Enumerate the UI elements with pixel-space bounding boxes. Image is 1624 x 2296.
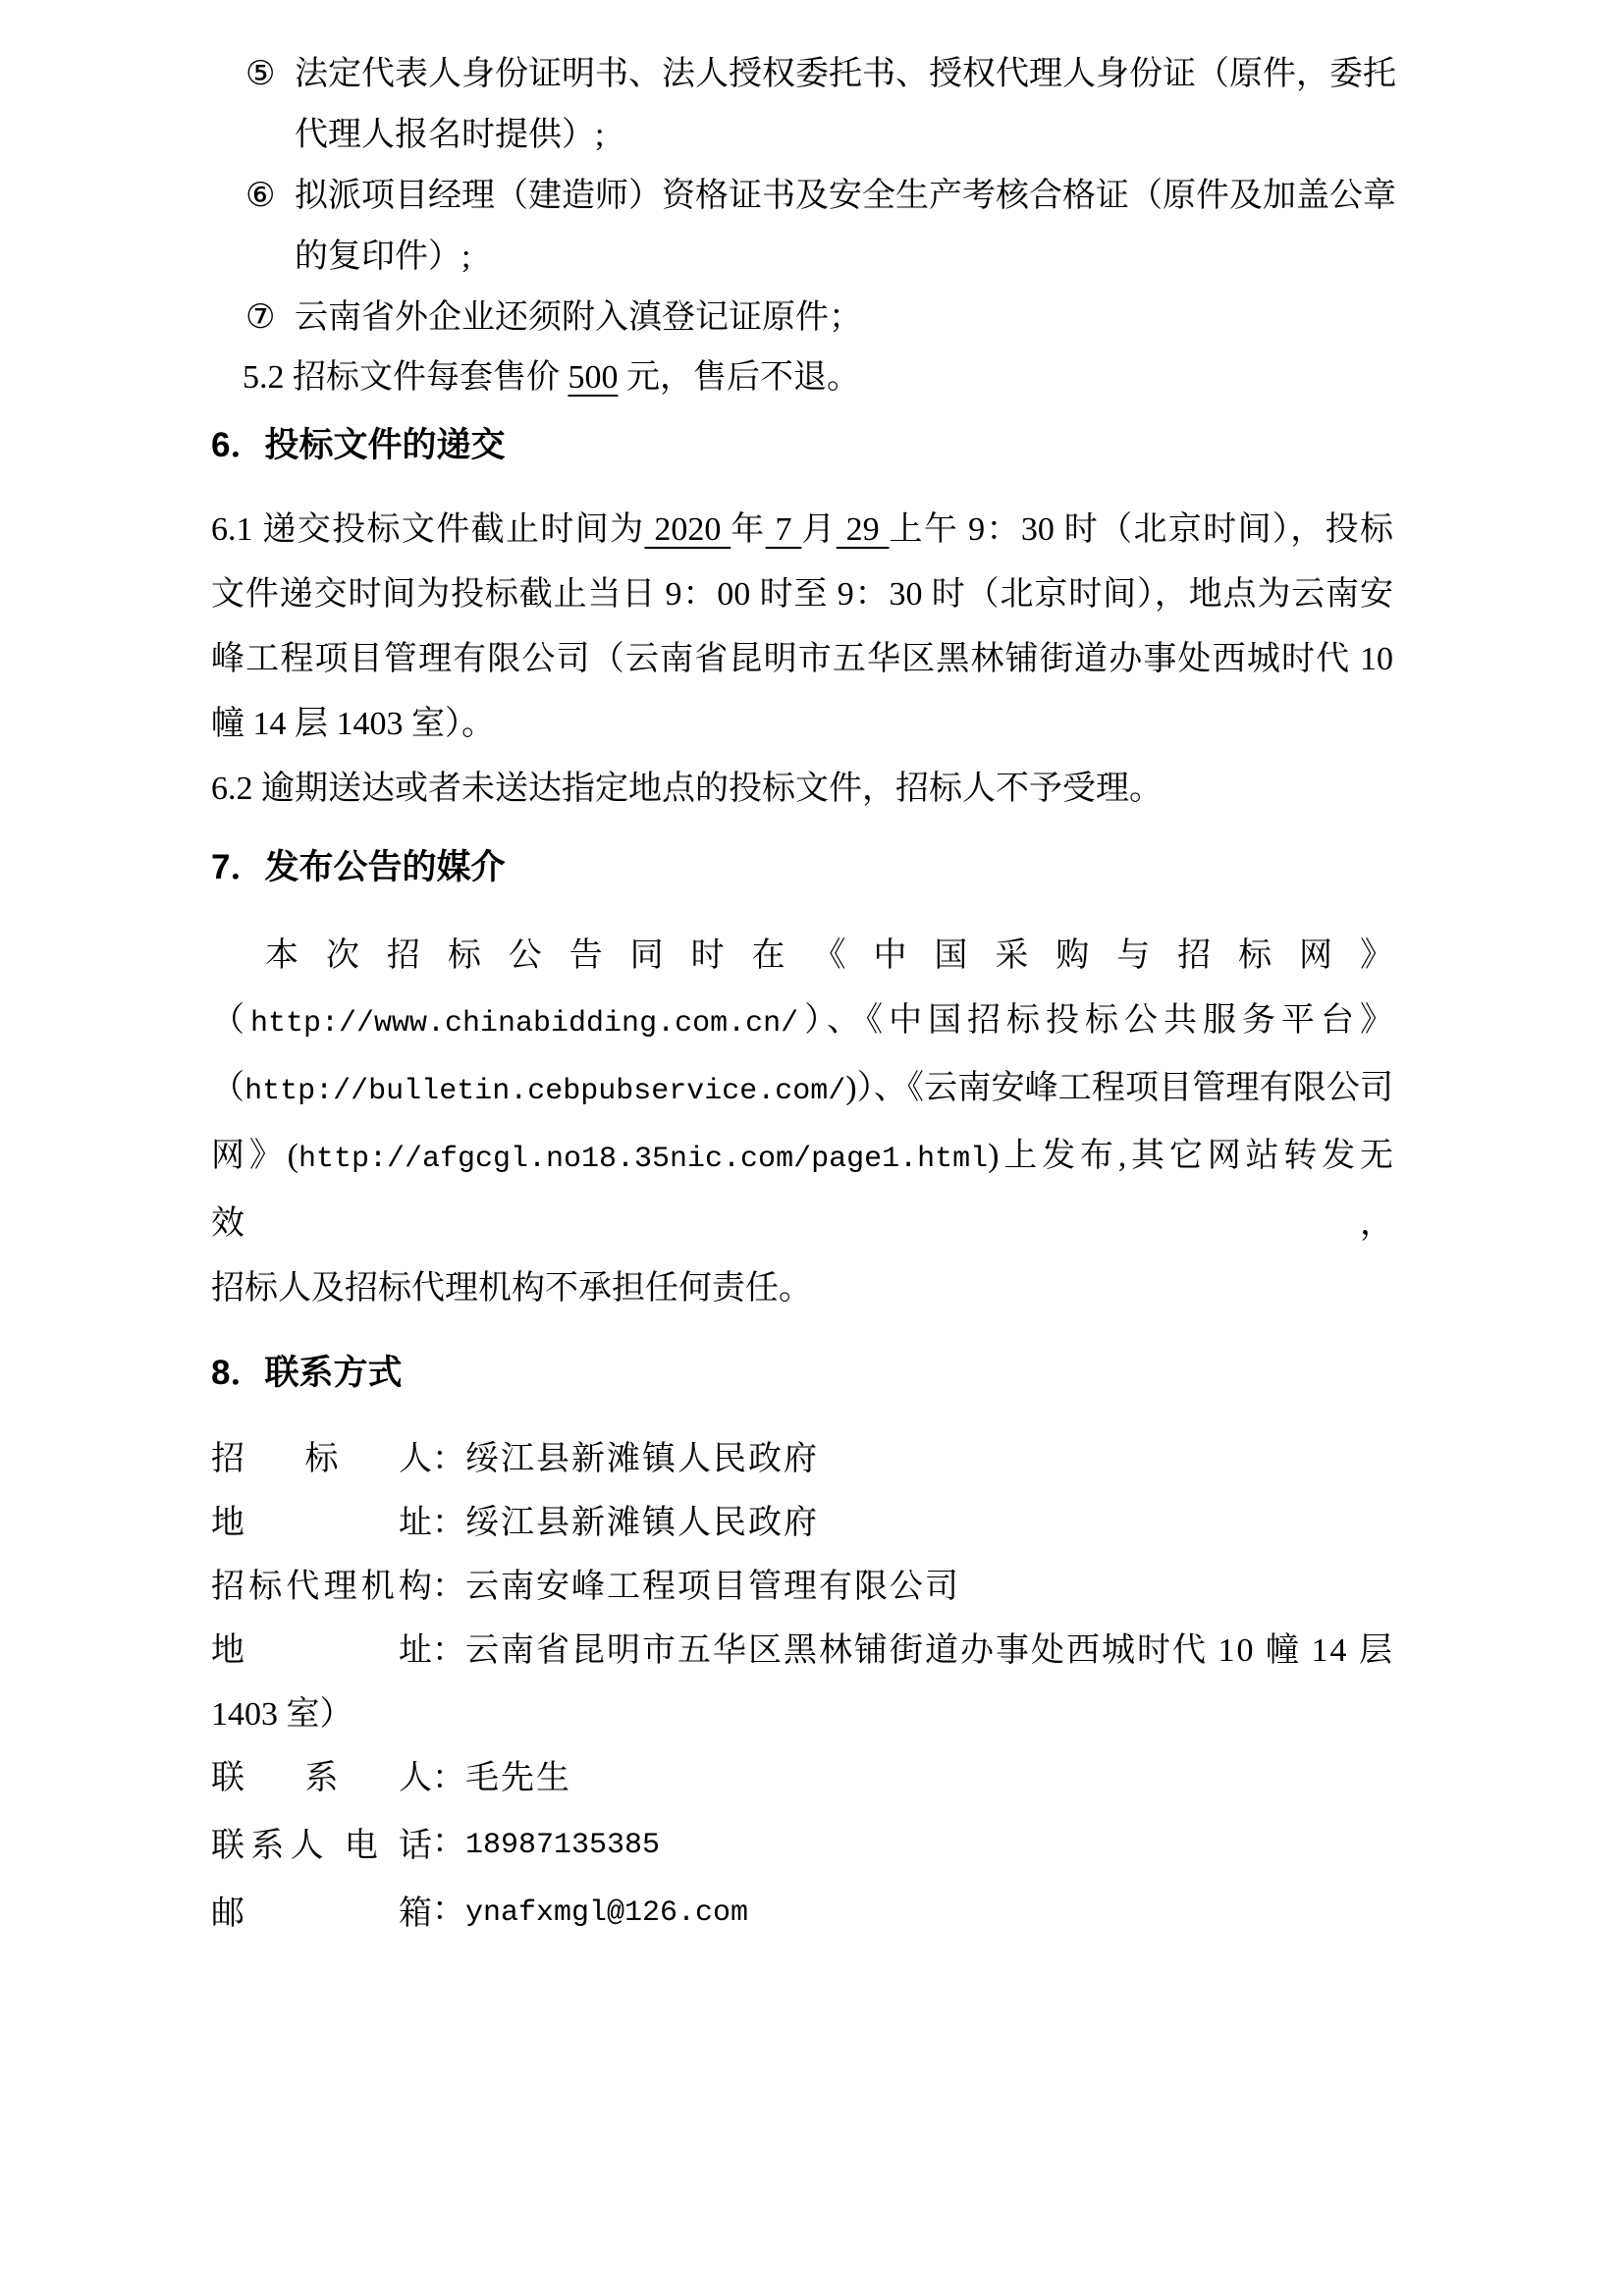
section-8-heading: 8．联系方式 xyxy=(211,1354,403,1392)
contact-row-phone xyxy=(211,1810,1393,1878)
text-segment: 元，售后不退。 xyxy=(618,359,860,396)
paragraph-7-line xyxy=(211,1124,1393,1256)
text-segment: 网》( xyxy=(211,1138,298,1174)
underlined-value: 7 xyxy=(765,511,802,548)
paragraph-6-1 xyxy=(211,498,1393,757)
contact-label: 招标人 xyxy=(211,1441,432,1477)
list-item-7-text xyxy=(295,288,1393,348)
contact-value: 云南省昆明市五华区黑林铺街道办事处西城时代 10 幢 14 层 xyxy=(465,1632,1394,1669)
list-item-line: 云南省外企业还须附入滇登记证原件； xyxy=(295,299,862,336)
contact-value: 毛先生 xyxy=(465,1760,571,1796)
circled-number-6: ⑥ xyxy=(245,178,276,214)
text-segment: )）、《云南安峰工程项目管理有限公司 xyxy=(845,1070,1394,1106)
paragraph-7-line xyxy=(211,1056,1393,1124)
list-item-5 xyxy=(245,44,1396,166)
circled-number-5: ⑤ xyxy=(245,56,276,92)
list-item-7 xyxy=(245,288,1393,348)
list-item-6-text xyxy=(295,166,1396,288)
circled-number-7: ⑦ xyxy=(245,299,276,336)
contact-row-email xyxy=(211,1878,1393,1946)
paragraph-6-1-line xyxy=(211,498,1393,562)
text-segment: 上午 9：30 时（北京时间），投标 xyxy=(889,511,1394,548)
text-segment: 6.1 递交投标文件截止时间为 xyxy=(211,511,645,548)
underlined-value: 2020 xyxy=(644,511,731,548)
clause-5-2 xyxy=(243,348,1393,407)
list-item-5-text xyxy=(295,44,1396,166)
contact-value: 绥江县新滩镇人民政府 xyxy=(465,1441,819,1477)
text-segment: 年 xyxy=(731,511,766,548)
contact-colon: ： xyxy=(432,1760,465,1796)
contact-value: 绥江县新滩镇人民政府 xyxy=(465,1505,819,1541)
section-6-heading: 6．投标文件的递交 xyxy=(211,426,506,464)
contact-colon: ： xyxy=(432,1892,465,1928)
contact-row-person xyxy=(211,1746,1393,1810)
list-item-line: 法定代表人身份证明书、法人授权委托书、授权代理人身份证（原件，委托 xyxy=(295,56,1396,92)
paragraph-7-line: 本次招标公告同时在《中国采购与招标网》 xyxy=(265,937,1393,974)
list-item-line: 的复印件）; xyxy=(295,239,471,275)
contact-label: 联系人 xyxy=(211,1760,432,1796)
text-segment: （ xyxy=(211,1002,250,1039)
paragraph-6-1-line: 文件递交时间为投标截止当日 9：00 时至 9：30 时（北京时间），地点为云南安 xyxy=(211,576,1393,613)
contact-label: 地址 xyxy=(211,1632,432,1669)
contact-value-email: ynafxmgl@126.com xyxy=(465,1896,749,1930)
contact-colon: ： xyxy=(432,1824,465,1860)
paragraph-6-2: 6.2 逾期送达或者未送达指定地点的投标文件，招标人不予受理。 xyxy=(211,771,1163,807)
contact-rows xyxy=(211,1427,1393,1946)
paragraph-7-line: 招标人及招标代理机构不承担任何责任。 xyxy=(211,1270,812,1307)
underlined-value: 29 xyxy=(836,511,890,548)
contact-value: 云南安峰工程项目管理有限公司 xyxy=(465,1569,960,1605)
numbered-list xyxy=(211,44,1396,348)
paragraph-7-line xyxy=(211,988,1393,1056)
contact-colon: ： xyxy=(432,1632,465,1669)
underlined-value: 500 xyxy=(568,359,619,396)
contact-colon: ： xyxy=(432,1505,465,1541)
text-segment: 月 xyxy=(801,511,837,548)
contact-row-address-continuation: 1403 室） xyxy=(211,1696,353,1733)
contact-label: 邮箱 xyxy=(211,1896,432,1932)
text-segment: （ xyxy=(211,1070,245,1106)
contact-row-tenderee-address xyxy=(211,1491,1393,1555)
url-text: http://www.chinabidding.com.cn/ xyxy=(250,1007,799,1041)
text-segment: ）、《中国招标投标公共服务平台》 xyxy=(798,1002,1394,1039)
contact-row-agency-address xyxy=(211,1619,1393,1682)
contact-label: 联系人 电 话 xyxy=(211,1828,432,1864)
paragraph-6-1-line: 峰工程项目管理有限公司（云南省昆明市五华区黑林铺街道办事处西城时代 10 xyxy=(211,641,1393,677)
text-segment: )上发布,其它网站转发无效， xyxy=(211,1138,1394,1242)
contact-label: 地址 xyxy=(211,1505,432,1541)
paragraph-7 xyxy=(211,924,1393,1321)
section-7-heading: 7．发布公告的媒介 xyxy=(211,848,506,886)
list-item-line: 代理人报名时提供）; xyxy=(295,117,605,153)
text-segment: 5.2 招标文件每套售价 xyxy=(243,359,568,396)
contact-label: 招标代理机构 xyxy=(211,1569,432,1605)
contact-value-phone: 18987135385 xyxy=(465,1829,661,1862)
list-item-line: 拟派项目经理（建造师）资格证书及安全生产考核合格证（原件及加盖公章 xyxy=(295,178,1396,214)
contact-colon: ： xyxy=(432,1569,465,1605)
url-text: http://afgcgl.no18.35nic.com/page1.html xyxy=(298,1143,989,1176)
paragraph-6-1-line: 幢 14 层 1403 室）。 xyxy=(211,706,495,742)
url-text: http://bulletin.cebpubservice.com/ xyxy=(244,1075,846,1108)
contact-row-tenderee xyxy=(211,1427,1393,1491)
contact-row-agency xyxy=(211,1555,1393,1619)
contact-colon: ： xyxy=(432,1441,465,1477)
list-item-6 xyxy=(245,166,1396,288)
